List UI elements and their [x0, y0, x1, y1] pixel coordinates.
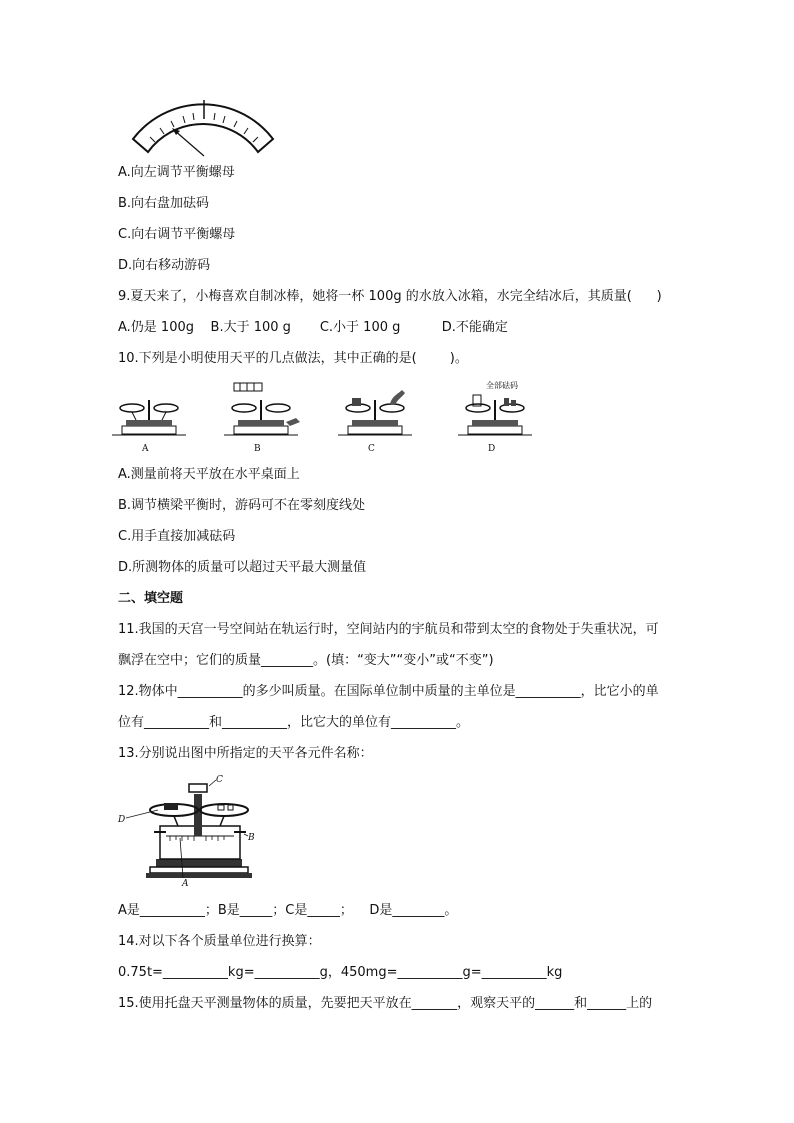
balance-pointer-dial-figure: [128, 92, 278, 160]
q8-option-a: A.向左调节平衡螺母: [118, 165, 235, 180]
section-title-fill-blank: 二、填空题: [118, 591, 184, 606]
q13-stem: 13.分别说出图中所指定的天平各元件名称：: [118, 746, 373, 761]
q8-option-b: B.向右盘加砝码: [118, 196, 210, 211]
part-label-c: C: [216, 775, 223, 785]
figure-label-b: B: [254, 444, 261, 454]
q10-option-b: B.调节横梁平衡时，游码可不在零刻度线处: [118, 498, 366, 513]
part-label-d: D: [118, 815, 126, 825]
balance-figure-c: [338, 390, 412, 454]
q14-conversion-line: 0.75t=__________kg=__________g，450mg=__________g=__________kg: [118, 965, 563, 980]
q9-stem: 9.夏天来了，小梅喜欢自制冰棒，她将一杯 100g 的水放入冰箱，水完全结冰后，其质量( ): [118, 289, 662, 304]
q11-line1: 11.我国的天宫一号空间站在轨运行时，空间站内的宇航员和带到太空的食物处于失重状况，可: [118, 622, 659, 637]
q11-line2: 飘浮在空中；它们的质量________。(填：“变大”“变小”或“不变”): [118, 653, 494, 668]
part-label-b: B: [248, 833, 255, 843]
q8-option-c: C.向右调节平衡螺母: [118, 227, 236, 242]
q10-balance-usage-figure: [112, 378, 532, 456]
figure-note-all-weights: 全部砝码: [486, 381, 518, 390]
q13-balance-parts-figure: [116, 774, 266, 890]
q12-line1: 12.物体中__________的多少叫质量。在国际单位制中质量的主单位是__________，比它小的单: [118, 684, 659, 699]
q14-stem: 14.对以下各个质量单位进行换算：: [118, 934, 321, 949]
figure-label-c: C: [368, 444, 375, 454]
q10-option-c: C.用手直接加减砝码: [118, 529, 236, 544]
figure-label-d: D: [488, 444, 496, 454]
q10-stem: 10.下列是小明使用天平的几点做法，其中正确的是( )。: [118, 351, 468, 366]
q15-line1: 15.使用托盘天平测量物体的质量，先要把天平放在_______，观察天平的______和______上的: [118, 996, 653, 1011]
q10-option-d: D.所测物体的质量可以超过天平最大测量值: [118, 560, 367, 575]
balance-figure-b: [224, 383, 300, 454]
balance-figure-a: [112, 400, 186, 454]
q9-options: A.仍是 100g B.大于 100 g C.小于 100 g D.不能确定: [118, 320, 508, 335]
q10-option-a: A.测量前将天平放在水平桌面上: [118, 467, 300, 482]
balance-figure-d: [458, 380, 532, 454]
q13-answer-line: A是__________；B是_____；C是_____； D是________。: [118, 903, 458, 918]
q8-option-d: D.向右移动游码: [118, 258, 211, 273]
q12-line2: 位有__________和__________，比它大的单位有__________。: [118, 715, 470, 730]
part-label-a: A: [182, 879, 189, 889]
figure-label-a: A: [142, 444, 149, 454]
